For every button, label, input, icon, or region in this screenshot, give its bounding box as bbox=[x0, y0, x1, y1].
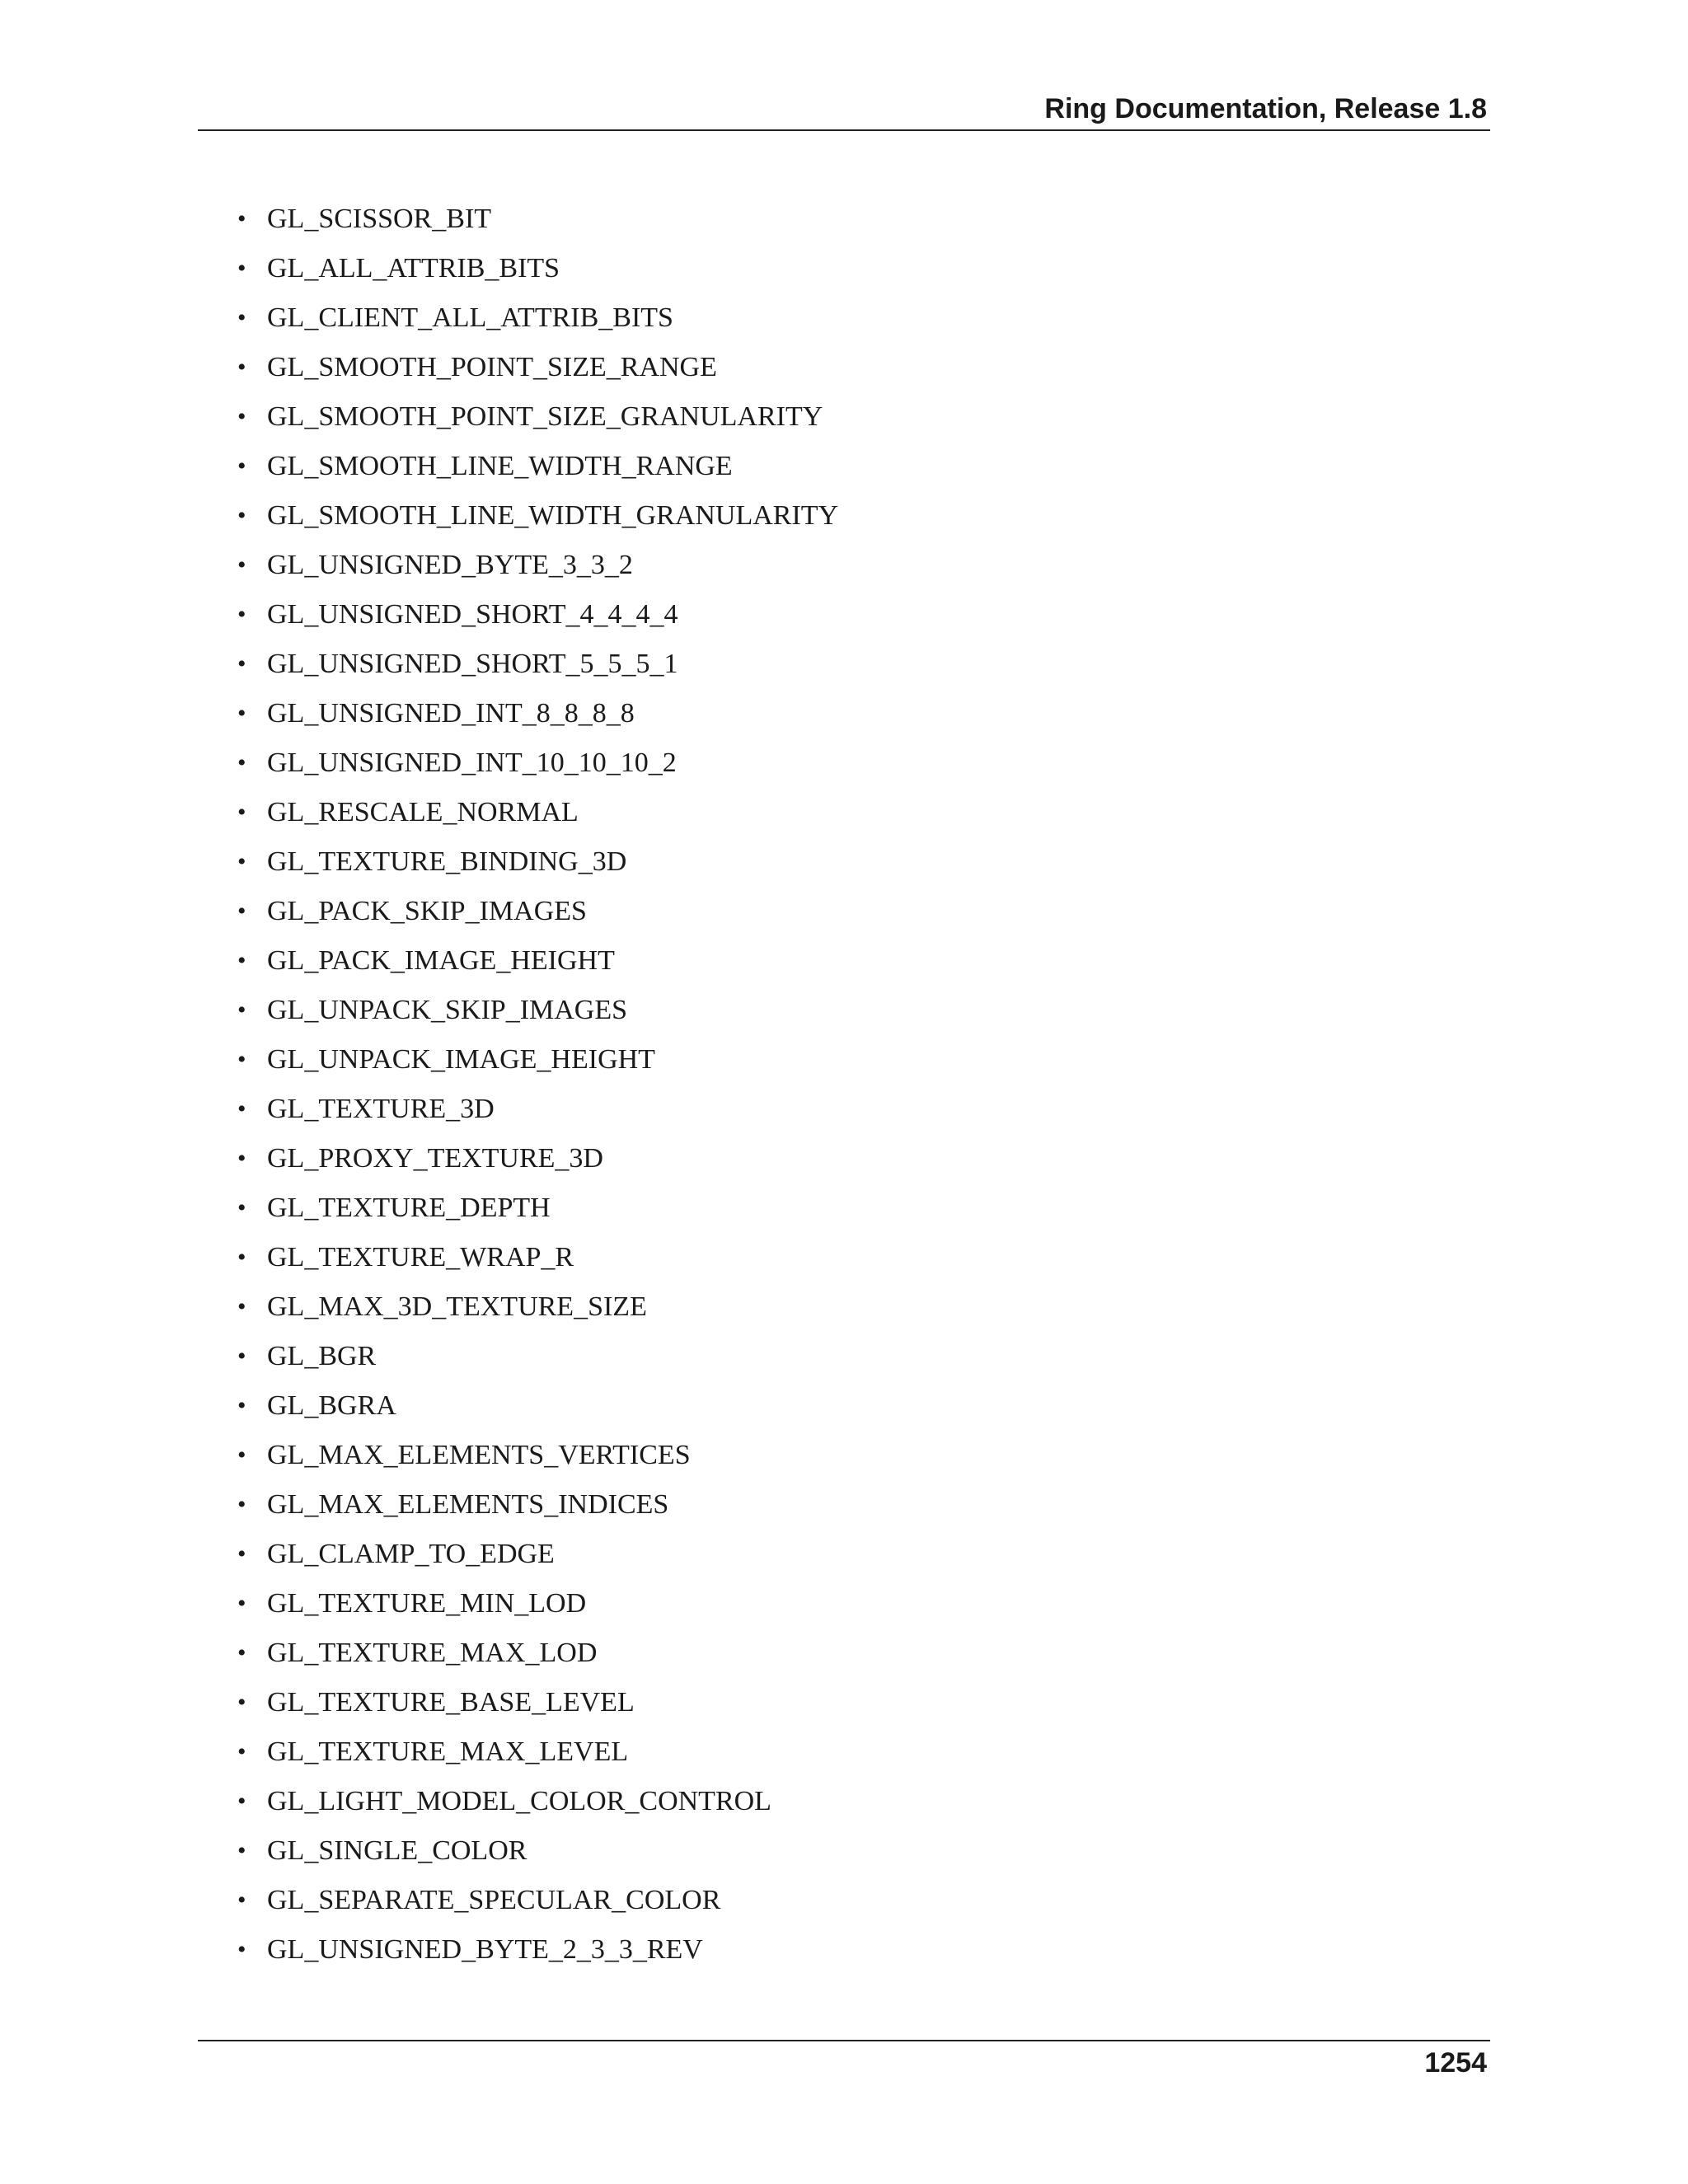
list-item bbox=[237, 689, 838, 738]
bullet-icon: • bbox=[237, 1540, 246, 1568]
bullet-icon: • bbox=[237, 1590, 246, 1617]
bullet-icon: • bbox=[237, 601, 246, 628]
bullet-icon: • bbox=[237, 1244, 246, 1271]
list-item bbox=[237, 1678, 838, 1727]
constant-name: GL_MAX_ELEMENTS_INDICES bbox=[267, 1489, 669, 1520]
list-item bbox=[237, 541, 838, 590]
constant-name: GL_LIGHT_MODEL_COLOR_CONTROL bbox=[267, 1786, 771, 1816]
constant-list bbox=[237, 194, 838, 1975]
list-item bbox=[237, 1431, 838, 1480]
bullet-icon: • bbox=[237, 1837, 246, 1864]
list-item bbox=[237, 1876, 838, 1925]
bullet-icon: • bbox=[237, 1441, 246, 1469]
list-item bbox=[237, 1381, 838, 1431]
constant-name: GL_UNSIGNED_BYTE_3_3_2 bbox=[267, 550, 633, 580]
constant-name: GL_UNSIGNED_SHORT_5_5_5_1 bbox=[267, 649, 678, 679]
constant-name: GL_PACK_SKIP_IMAGES bbox=[267, 896, 587, 926]
bullet-icon: • bbox=[237, 452, 246, 480]
bullet-icon: • bbox=[237, 1343, 246, 1370]
footer-rule bbox=[198, 2040, 1490, 2041]
constant-name: GL_SMOOTH_LINE_WIDTH_GRANULARITY bbox=[267, 500, 839, 531]
bullet-icon: • bbox=[237, 996, 246, 1024]
bullet-icon: • bbox=[237, 1194, 246, 1221]
bullet-icon: • bbox=[237, 1788, 246, 1815]
constant-name: GL_SMOOTH_LINE_WIDTH_RANGE bbox=[267, 451, 733, 481]
bullet-icon: • bbox=[237, 898, 246, 925]
list-item bbox=[237, 1727, 838, 1777]
list-item bbox=[237, 244, 838, 293]
constant-name: GL_TEXTURE_DEPTH bbox=[267, 1193, 551, 1223]
constant-name: GL_PROXY_TEXTURE_3D bbox=[267, 1143, 603, 1174]
bullet-icon: • bbox=[237, 1689, 246, 1716]
list-item bbox=[237, 936, 838, 986]
list-item bbox=[237, 1332, 838, 1381]
list-item bbox=[237, 392, 838, 442]
list-item bbox=[237, 986, 838, 1035]
bullet-icon: • bbox=[237, 551, 246, 579]
constant-name: GL_UNSIGNED_BYTE_2_3_3_REV bbox=[267, 1934, 703, 1965]
header-rule bbox=[198, 129, 1490, 131]
bullet-icon: • bbox=[237, 1145, 246, 1172]
constant-name: GL_RESCALE_NORMAL bbox=[267, 797, 579, 827]
list-item bbox=[237, 1777, 838, 1826]
list-item bbox=[237, 1282, 838, 1332]
constant-name: GL_BGRA bbox=[267, 1390, 396, 1421]
constant-name: GL_UNPACK_SKIP_IMAGES bbox=[267, 995, 628, 1025]
list-item bbox=[237, 640, 838, 689]
bullet-icon: • bbox=[237, 700, 246, 727]
constant-name: GL_SCISSOR_BIT bbox=[267, 204, 492, 234]
constant-name: GL_CLIENT_ALL_ATTRIB_BITS bbox=[267, 302, 673, 333]
list-item bbox=[237, 1925, 838, 1975]
list-item bbox=[237, 590, 838, 640]
list-item bbox=[237, 442, 838, 491]
constant-name: GL_MAX_3D_TEXTURE_SIZE bbox=[267, 1291, 647, 1322]
bullet-icon: • bbox=[237, 1639, 246, 1666]
bullet-icon: • bbox=[237, 1491, 246, 1518]
constant-name: GL_TEXTURE_MAX_LEVEL bbox=[267, 1736, 629, 1767]
bullet-icon: • bbox=[237, 1046, 246, 1073]
bullet-icon: • bbox=[237, 304, 246, 331]
bullet-icon: • bbox=[237, 848, 246, 875]
constant-name: GL_SINGLE_COLOR bbox=[267, 1835, 528, 1866]
list-item bbox=[237, 1035, 838, 1085]
list-item bbox=[237, 1183, 838, 1233]
list-item bbox=[237, 1826, 838, 1876]
constant-name: GL_UNPACK_IMAGE_HEIGHT bbox=[267, 1044, 655, 1075]
constant-name: GL_UNSIGNED_INT_10_10_10_2 bbox=[267, 748, 677, 778]
list-item bbox=[237, 343, 838, 392]
constant-name: GL_SEPARATE_SPECULAR_COLOR bbox=[267, 1885, 721, 1915]
list-item bbox=[237, 1530, 838, 1579]
bullet-icon: • bbox=[237, 1095, 246, 1122]
bullet-icon: • bbox=[237, 1886, 246, 1914]
list-item bbox=[237, 293, 838, 343]
constant-name: GL_TEXTURE_BINDING_3D bbox=[267, 846, 627, 877]
constant-name: GL_ALL_ATTRIB_BITS bbox=[267, 253, 560, 284]
list-item bbox=[237, 788, 838, 837]
bullet-icon: • bbox=[237, 1738, 246, 1765]
constant-name: GL_TEXTURE_MAX_LOD bbox=[267, 1638, 598, 1668]
constant-name: GL_TEXTURE_BASE_LEVEL bbox=[267, 1687, 635, 1718]
constant-name: GL_BGR bbox=[267, 1341, 377, 1371]
constant-name: GL_UNSIGNED_SHORT_4_4_4_4 bbox=[267, 599, 678, 630]
constant-name: GL_PACK_IMAGE_HEIGHT bbox=[267, 945, 615, 976]
constant-name: GL_MAX_ELEMENTS_VERTICES bbox=[267, 1440, 691, 1470]
list-item bbox=[237, 1085, 838, 1134]
page-number: 1254 bbox=[1424, 2047, 1487, 2079]
constant-name: GL_CLAMP_TO_EDGE bbox=[267, 1539, 555, 1569]
bullet-icon: • bbox=[237, 1392, 246, 1419]
page-header-title: Ring Documentation, Release 1.8 bbox=[1044, 93, 1487, 124]
bullet-icon: • bbox=[237, 502, 246, 529]
bullet-icon: • bbox=[237, 650, 246, 677]
bullet-icon: • bbox=[237, 947, 246, 974]
bullet-icon: • bbox=[237, 205, 246, 232]
constant-name: GL_TEXTURE_3D bbox=[267, 1094, 495, 1124]
list-item bbox=[237, 1480, 838, 1530]
constant-name: GL_SMOOTH_POINT_SIZE_RANGE bbox=[267, 352, 717, 382]
constant-name: GL_TEXTURE_WRAP_R bbox=[267, 1242, 574, 1272]
constant-name: GL_SMOOTH_POINT_SIZE_GRANULARITY bbox=[267, 401, 823, 432]
bullet-icon: • bbox=[237, 749, 246, 776]
bullet-icon: • bbox=[237, 354, 246, 381]
bullet-icon: • bbox=[237, 1936, 246, 1963]
list-item bbox=[237, 887, 838, 936]
list-item bbox=[237, 837, 838, 887]
list-item bbox=[237, 1134, 838, 1183]
list-item bbox=[237, 194, 838, 244]
constant-name: GL_UNSIGNED_INT_8_8_8_8 bbox=[267, 698, 635, 729]
bullet-icon: • bbox=[237, 403, 246, 430]
bullet-icon: • bbox=[237, 255, 246, 282]
bullet-icon: • bbox=[237, 1293, 246, 1320]
constant-name: GL_TEXTURE_MIN_LOD bbox=[267, 1588, 587, 1619]
list-item bbox=[237, 738, 838, 788]
list-item bbox=[237, 1629, 838, 1678]
list-item bbox=[237, 1233, 838, 1282]
bullet-icon: • bbox=[237, 799, 246, 826]
list-item bbox=[237, 1579, 838, 1629]
list-item bbox=[237, 491, 838, 541]
